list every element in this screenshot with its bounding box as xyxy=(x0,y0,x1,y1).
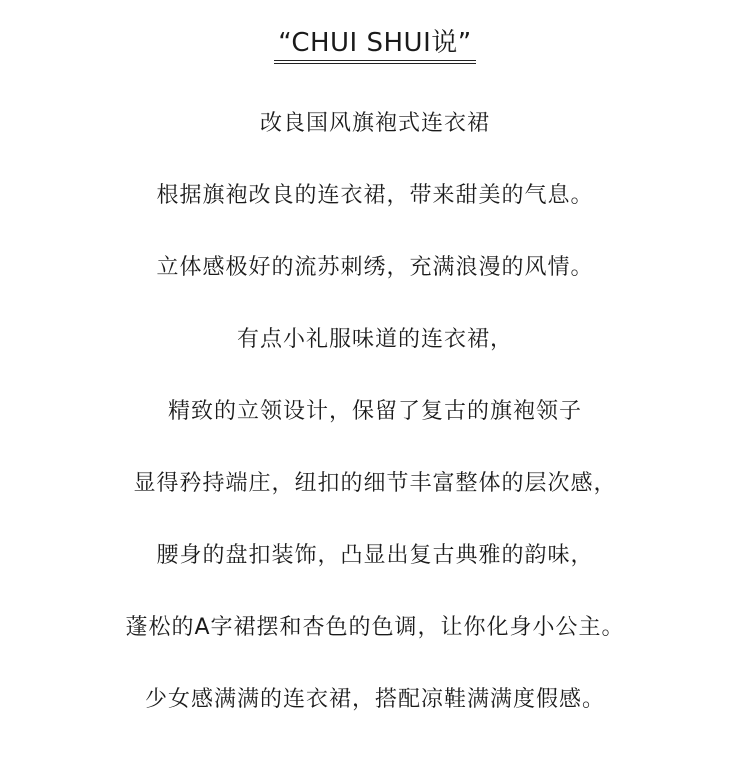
title-container xyxy=(0,28,750,61)
description-line: 腰身的盘扣装饰，凸显出复古典雅的韵味， xyxy=(156,543,594,568)
description-line: 蓬松的A字裙摆和杏色的色调，让你化身小公主。 xyxy=(125,615,625,640)
description-line: 立体感极好的流苏刺绣，充满浪漫的风情。 xyxy=(156,255,594,280)
description-lines xyxy=(0,108,750,756)
description-line: 改良国风旗袍式连衣裙 xyxy=(259,111,490,136)
description-line: 有点小礼服味道的连衣裙， xyxy=(236,327,513,352)
description-line: 显得矜持端庄，纽扣的细节丰富整体的层次感， xyxy=(133,471,617,496)
page-title: “CHUI SHUI说” xyxy=(274,28,475,61)
description-line: 精致的立领设计，保留了复古的旗袍领子 xyxy=(167,399,582,424)
description-line: 根据旗袍改良的连衣裙，带来甜美的气息。 xyxy=(156,183,594,208)
description-line: 少女感满满的连衣裙，搭配凉鞋满满度假感。 xyxy=(144,687,605,712)
